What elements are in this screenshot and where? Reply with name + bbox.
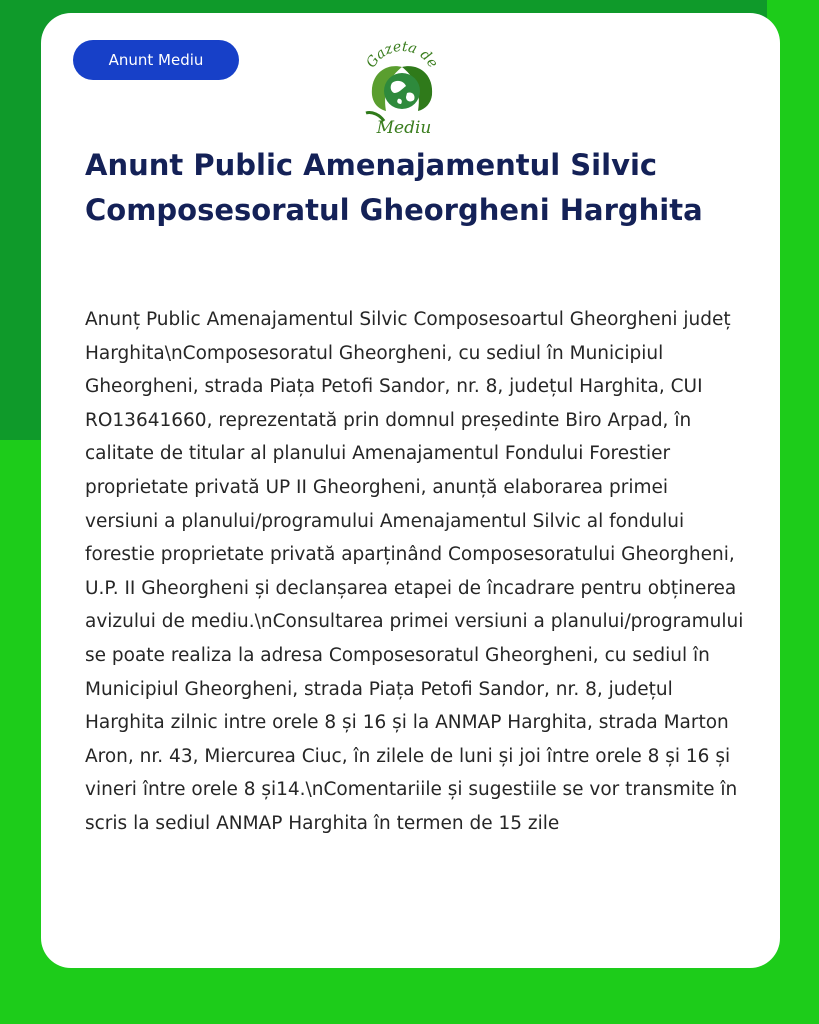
logo-bottom-text: Mediu xyxy=(376,118,432,138)
logo-top-text: Gazeta de xyxy=(363,38,441,71)
category-badge-label: Anunt Mediu xyxy=(108,51,204,69)
globe-leaf-icon xyxy=(352,33,452,143)
category-badge[interactable] xyxy=(73,40,239,80)
svg-text:Gazeta de xyxy=(363,39,441,71)
article-body: Anunț Public Amenajamentul Silvic Composesoartul Gheorgheni județ Harghita\nComposesoratul Gheorgheni, cu sediul în Municipiul Gheorgheni, strada Piața Petofi Sandor, nr. 8, județul Harghita, CUI RO13641660, reprezentată prin domnul președinte Biro Arpad, în calitate de titular al planului Amenajamentul Fondului Forestier proprietate privată UP II Gheorgheni, anunță elaborarea primei versiuni a planului/programului Amenajamentul Silvic al fondului forestie proprietate privată aparținând Composesoratului Gheorgheni, U.P. II Gheorgheni și declanșarea etapei de încadrare pentru obținerea avizului de mediu.\nConsultarea primei versiuni a planului/programului se poate realiza la adresa Composesoratul Gheorgheni, cu sediul în Municipiul Gheorgheni, strada Piața Petofi Sandor, nr. 8, județul Harghita zilnic intre orele 8 și 16 și la ANMAP Harghita, strada Marton Aron, nr. 43, Miercurea Ciuc, în zilele de luni și joi între orele 8 și 16 și vineri între orele 8 și14.\nComentariile și sugestiile se vor transmite în scris la sediul ANMAP Harghita în termen de 15 zile xyxy=(85,309,744,834)
gazeta-de-mediu-logo xyxy=(352,33,452,143)
article-title: Anunt Public Amenajamentul Silvic Composesoratul Gheorgheni Harghita xyxy=(85,148,703,227)
post-card xyxy=(41,13,780,968)
